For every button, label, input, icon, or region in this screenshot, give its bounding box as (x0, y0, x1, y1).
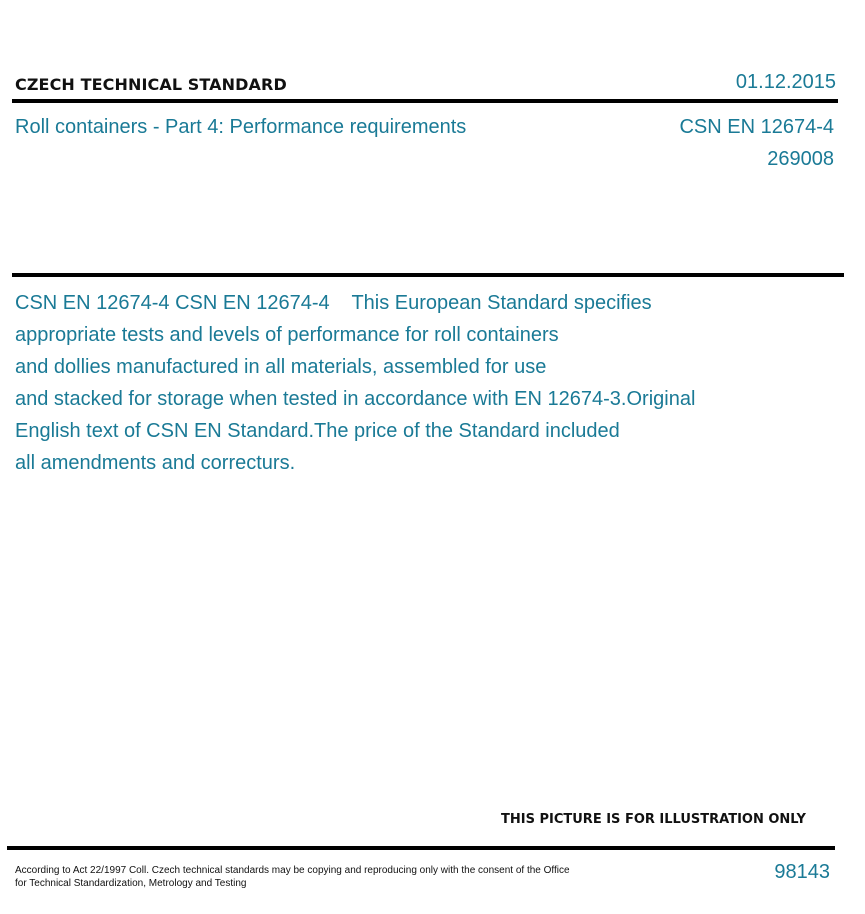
section-divider (12, 273, 844, 277)
description-line: English text of CSN EN Standard.The price of the Standard included (15, 420, 620, 442)
description-line: appropriate tests and levels of performance for roll containers (15, 324, 559, 346)
standard-code: CSN EN 12674-4 (679, 116, 834, 138)
copyright-line: for Technical Standardization, Metrology and Testing (15, 878, 247, 889)
illustration-disclaimer: THIS PICTURE IS FOR ILLUSTRATION ONLY (501, 812, 806, 827)
description-line: and dollies manufactured in all materials, assembled for use (15, 356, 547, 378)
document-type-label: CZECH TECHNICAL STANDARD (15, 75, 287, 94)
standard-description (15, 287, 775, 479)
standard-title: Roll containers - Part 4: Performance requirements (15, 116, 467, 138)
description-line: all amendments and correcturs. (15, 452, 296, 474)
publication-date: 01.12.2015 (735, 71, 836, 93)
copyright-line: According to Act 22/1997 Coll. Czech technical standards may be copying and reproducing only with the consent of the Office (15, 865, 570, 876)
catalog-number: 269008 (767, 148, 834, 170)
description-line: CSN EN 12674-4 CSN EN 12674-4 This European Standard specifies (15, 292, 652, 314)
footer-divider (7, 846, 835, 850)
copyright-notice (15, 864, 615, 890)
document-number: 98143 (774, 861, 830, 883)
description-line: and stacked for storage when tested in accordance with EN 12674-3.Original (15, 388, 696, 410)
header-divider (12, 99, 838, 103)
